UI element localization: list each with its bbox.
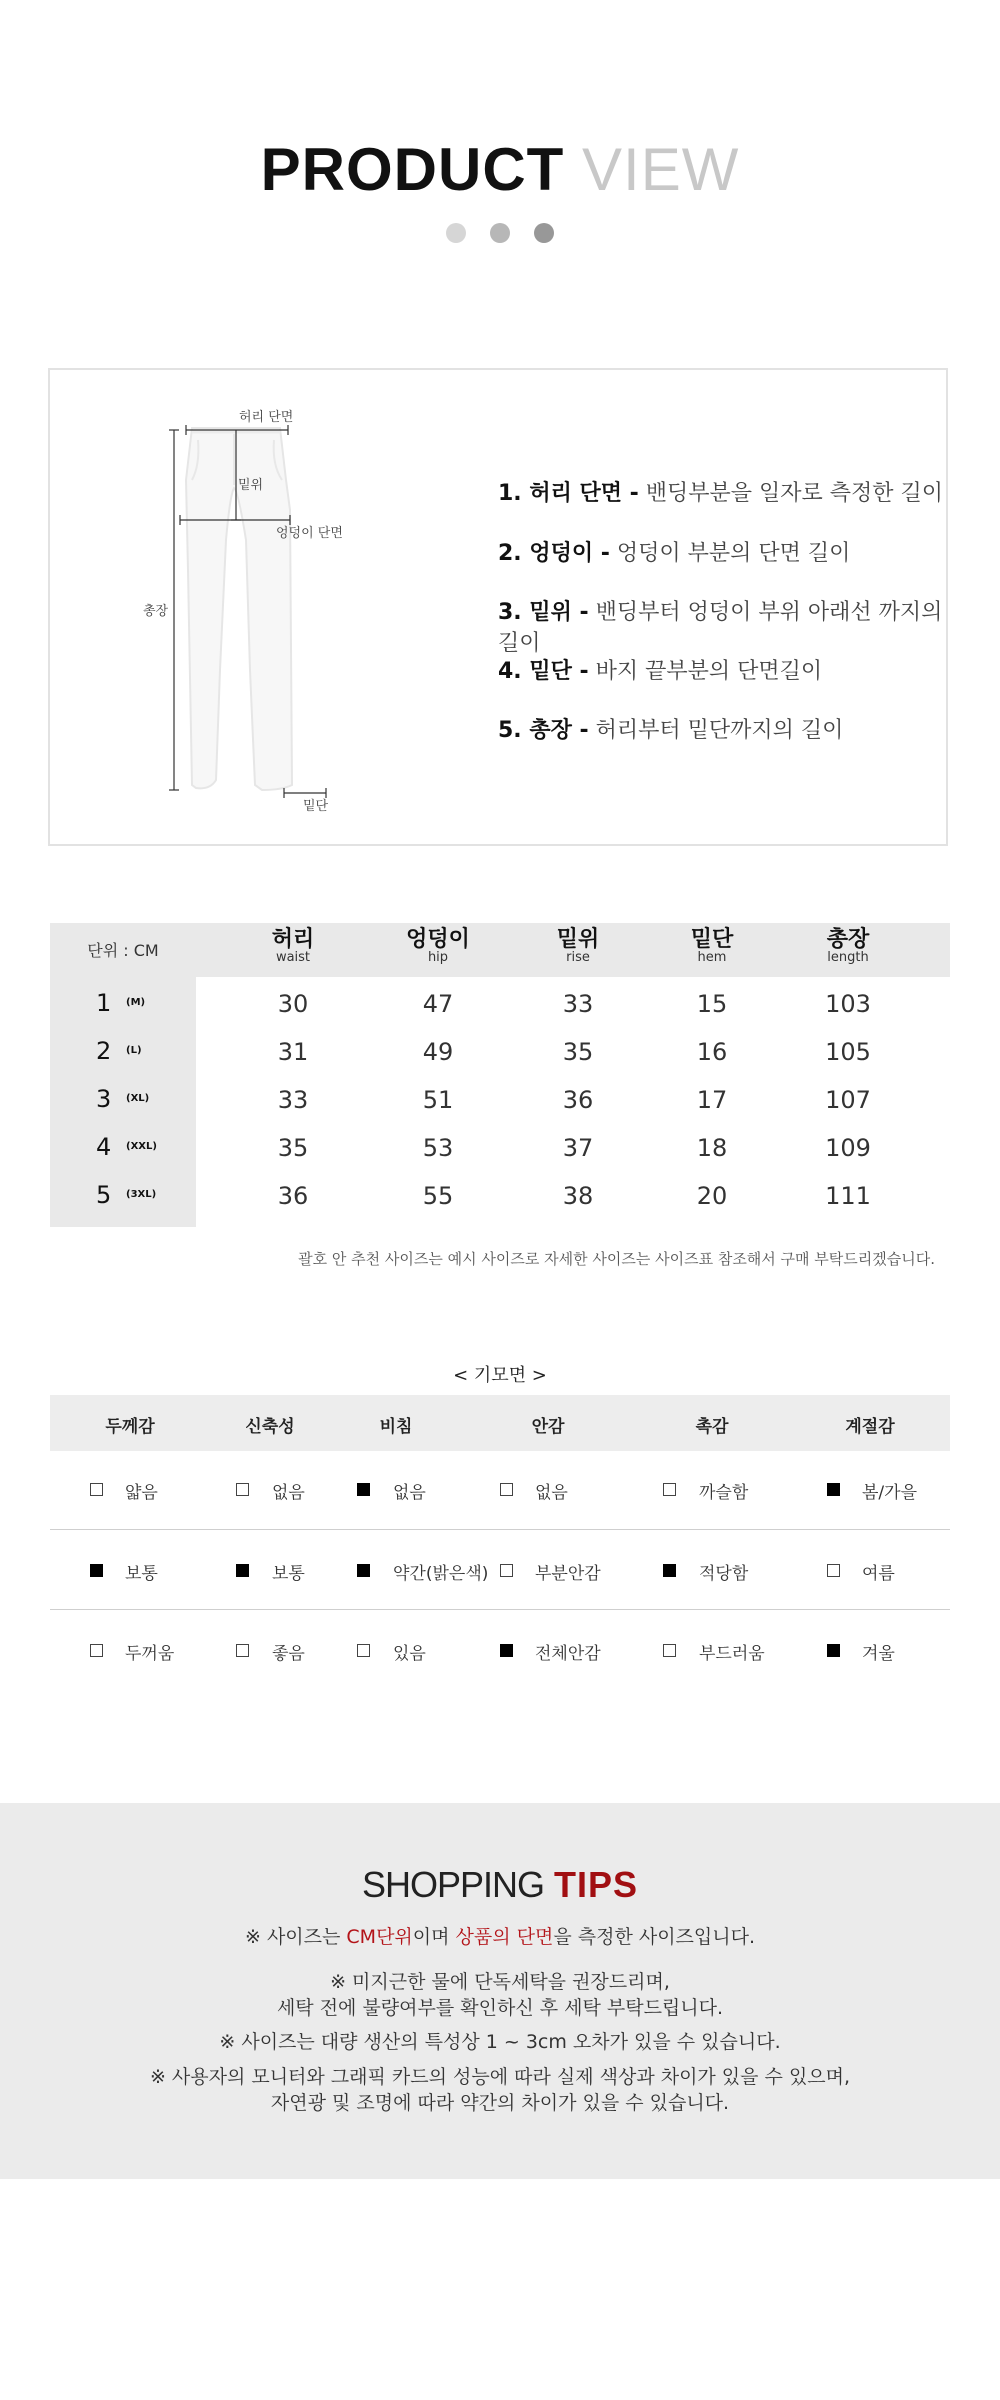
fabric-option: 좋음: [272, 1644, 305, 1664]
fabric-option: 부분안감: [535, 1564, 601, 1584]
row-5-size: (3XL): [126, 1189, 157, 1200]
row-2-number: 2: [96, 1037, 112, 1065]
title-light: VIEW: [582, 136, 740, 203]
fabric-option: 보통: [272, 1564, 305, 1584]
row-4-number: 4: [96, 1133, 112, 1161]
row-3-size: (XL): [126, 1093, 150, 1104]
table-cell: 36: [277, 1182, 309, 1210]
fabric-header-transparency: 비침: [379, 1417, 413, 1437]
table-cell: 53: [422, 1134, 454, 1162]
fabric-header-texture: 촉감: [695, 1417, 729, 1437]
decorative-dots: [0, 223, 1000, 243]
size-note: 괄호 안 추천 사이즈는 예시 사이즈로 자세한 사이즈는 사이즈표 참조해서 구매 부탁드리겠습니다.: [298, 1250, 935, 1268]
definition-hem: 4. 밑단 - 바지 끝부분의 단면길이: [498, 659, 823, 684]
checkbox-unchecked-icon: [827, 1564, 840, 1577]
checkbox-unchecked-icon: [663, 1644, 676, 1657]
fabric-option: 겨울: [862, 1644, 895, 1664]
tip-color-2: 자연광 및 조명에 따라 약간의 차이가 있을 수 있습니다.: [270, 2092, 730, 2114]
fabric-divider: [50, 1609, 950, 1610]
fabric-option: 적당함: [699, 1564, 749, 1584]
tip-size-unit: ※ 사이즈는 CM단위이며 상품의 단면을 측정한 사이즈입니다.: [244, 1926, 756, 1948]
fabric-option: 전체안감: [535, 1644, 601, 1664]
row-3-number: 3: [96, 1085, 112, 1113]
header-hem: 밑단 hem: [690, 927, 734, 965]
header-waist: 허리 waist: [271, 927, 315, 965]
checkbox-checked-icon: [357, 1483, 370, 1496]
table-cell: 103: [825, 990, 871, 1018]
checkbox-unchecked-icon: [236, 1483, 249, 1496]
label-hem: 밑단: [303, 799, 329, 814]
header-hip: 엉덩이 hip: [406, 927, 470, 965]
checkbox-checked-icon: [827, 1644, 840, 1657]
table-cell: 51: [422, 1086, 454, 1114]
label-length: 총장: [143, 604, 169, 619]
fabric-option: 여름: [862, 1564, 895, 1584]
page-title: [0, 135, 1000, 204]
table-cell: 18: [696, 1134, 728, 1162]
header-rise: 밑위 rise: [556, 927, 600, 965]
fabric-option: 있음: [393, 1644, 426, 1664]
fabric-option: 없음: [535, 1483, 568, 1503]
fabric-header-lining: 안감: [531, 1417, 565, 1437]
definition-rise: 3. 밑위 - 밴딩부터 엉덩이 부위 아래선 까지의 길이: [498, 600, 943, 656]
measurement-guide-box: [48, 368, 948, 846]
fabric-option: 부드러움: [699, 1644, 765, 1664]
checkbox-unchecked-icon: [663, 1483, 676, 1496]
header-length: 총장 length: [826, 927, 870, 965]
tip-color-1: ※ 사용자의 모니터와 그래픽 카드의 성능에 따라 실제 색상과 차이가 있을 수 있으며,: [149, 2066, 851, 2088]
checkbox-checked-icon: [827, 1483, 840, 1496]
checkbox-unchecked-icon: [90, 1644, 103, 1657]
dot-3: [534, 223, 554, 243]
label-hip: 엉덩이 단면: [276, 526, 343, 541]
checkbox-unchecked-icon: [357, 1644, 370, 1657]
table-cell: 109: [825, 1134, 871, 1162]
checkbox-checked-icon: [663, 1564, 676, 1577]
label-rise: 밑위: [238, 478, 264, 493]
checkbox-unchecked-icon: [90, 1483, 103, 1496]
fabric-option: 보통: [125, 1564, 158, 1584]
checkbox-unchecked-icon: [500, 1483, 513, 1496]
definition-waist: 1. 허리 단면 - 밴딩부분을 일자로 측정한 길이: [498, 481, 944, 506]
shopping-tips-title: SHOPPING TIPS: [361, 1864, 639, 1905]
table-cell: 33: [562, 990, 594, 1018]
fabric-option: 두꺼움: [125, 1644, 175, 1664]
row-2-size: (L): [126, 1045, 142, 1056]
table-cell: 111: [825, 1182, 871, 1210]
table-cell: 49: [422, 1038, 454, 1066]
tip-size-tolerance: ※ 사이즈는 대량 생산의 특성상 1 ~ 3cm 오차가 있을 수 있습니다.: [219, 2031, 781, 2053]
fabric-option: 까슬함: [699, 1483, 749, 1503]
definition-length: 5. 총장 - 허리부터 밑단까지의 길이: [498, 718, 844, 743]
table-cell: 33: [277, 1086, 309, 1114]
row-5-number: 5: [96, 1181, 112, 1209]
table-cell: 15: [696, 990, 728, 1018]
table-cell: 17: [696, 1086, 728, 1114]
table-cell: 30: [277, 990, 309, 1018]
table-cell: 107: [825, 1086, 871, 1114]
table-cell: 105: [825, 1038, 871, 1066]
tip-washing-1: ※ 미지근한 물에 단독세탁을 권장드리며,: [330, 1971, 670, 1993]
fabric-option: 없음: [393, 1483, 426, 1503]
table-cell: 20: [696, 1182, 728, 1210]
label-waist: 허리 단면: [239, 410, 294, 425]
table-cell: 31: [277, 1038, 309, 1066]
tip-washing-2: 세탁 전에 불량여부를 확인하신 후 세탁 부탁드립니다.: [276, 1997, 724, 2019]
checkbox-checked-icon: [90, 1564, 103, 1577]
fabric-option: 얇음: [125, 1483, 158, 1503]
table-cell: 35: [562, 1038, 594, 1066]
definition-hip: 2. 엉덩이 - 엉덩이 부분의 단면 길이: [498, 541, 851, 566]
table-cell: 47: [422, 990, 454, 1018]
table-cell: 37: [562, 1134, 594, 1162]
checkbox-checked-icon: [236, 1564, 249, 1577]
table-cell: 35: [277, 1134, 309, 1162]
table-cell: 38: [562, 1182, 594, 1210]
fabric-title: < 기모면 >: [453, 1365, 547, 1386]
fabric-header-elasticity: 신축성: [245, 1417, 295, 1437]
fabric-option: 없음: [272, 1483, 305, 1503]
dot-2: [490, 223, 510, 243]
fabric-option: 봄/가을: [862, 1483, 917, 1503]
row-4-size: (XXL): [126, 1141, 157, 1152]
title-bold: PRODUCT: [260, 136, 565, 203]
fabric-option: 약간(밝은색): [393, 1564, 489, 1584]
checkbox-checked-icon: [500, 1644, 513, 1657]
fabric-header-season: 계절감: [845, 1417, 895, 1437]
unit-label: 단위 : CM: [87, 941, 159, 960]
checkbox-checked-icon: [357, 1564, 370, 1577]
fabric-header-thickness: 두께감: [105, 1417, 155, 1437]
dot-1: [446, 223, 466, 243]
fabric-divider: [50, 1529, 950, 1530]
row-1-number: 1: [96, 989, 112, 1017]
table-cell: 55: [422, 1182, 454, 1210]
size-table-row-label-bg: [50, 977, 196, 1227]
checkbox-unchecked-icon: [236, 1644, 249, 1657]
table-cell: 36: [562, 1086, 594, 1114]
checkbox-unchecked-icon: [500, 1564, 513, 1577]
table-cell: 16: [696, 1038, 728, 1066]
row-1-size: (M): [126, 997, 146, 1008]
